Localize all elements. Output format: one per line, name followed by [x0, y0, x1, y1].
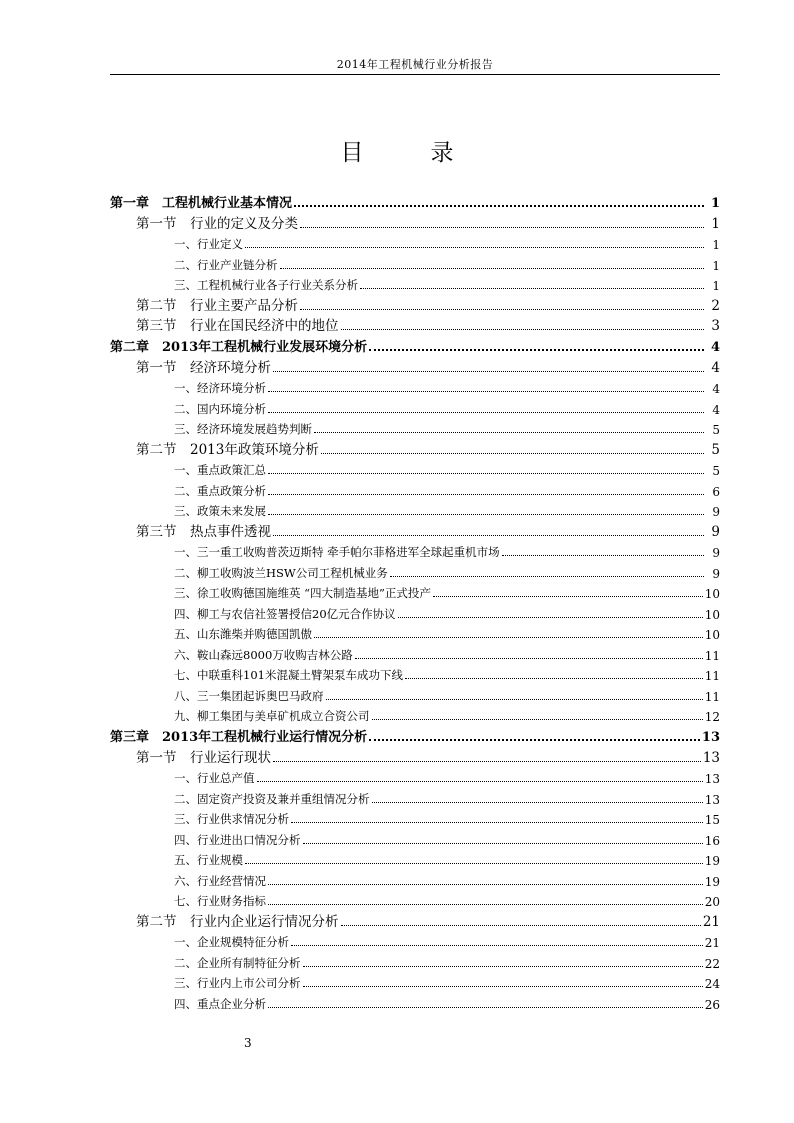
toc-entry[interactable] [110, 909, 720, 930]
toc-entry-page: 2 [711, 297, 720, 314]
toc-entry[interactable] [110, 930, 720, 951]
dot-leader [280, 268, 705, 269]
dot-leader [355, 658, 703, 659]
toc-entry-label: 第二节 2013年政策环境分析 [136, 441, 319, 458]
toc-entry[interactable] [110, 437, 720, 458]
toc-entry-page: 1 [712, 279, 720, 293]
dot-leader [245, 247, 704, 248]
toc-entry-label: 三、经济环境发展趋势判断 [174, 422, 312, 436]
toc-entry[interactable] [110, 786, 720, 807]
dot-leader [268, 391, 704, 392]
dot-leader [326, 699, 703, 700]
toc-entry[interactable] [110, 499, 720, 520]
dot-leader [294, 205, 704, 207]
dot-leader [291, 822, 703, 823]
toc-entry-label: 七、中联重科101米混凝土臂架泵车成功下线 [174, 668, 403, 682]
toc-entry-label: 第二节 行业内企业运行情况分析 [136, 913, 339, 930]
dot-leader [341, 329, 705, 330]
dot-leader [273, 535, 704, 536]
toc-entry-page: 1 [710, 196, 720, 211]
toc-entry[interactable] [110, 478, 720, 499]
toc-entry-label: 第一节 经济环境分析 [136, 359, 271, 376]
toc-entry-label: 三、行业供求情况分析 [174, 812, 289, 826]
toc-entry-label: 二、国内环境分析 [174, 401, 266, 416]
toc-entry-page: 4 [712, 402, 720, 417]
toc-entry-page: 22 [704, 956, 720, 971]
toc-entry-label: 三、工程机械行业各子行业关系分析 [174, 278, 358, 292]
dot-leader [268, 1007, 703, 1008]
toc-entry[interactable] [110, 314, 720, 335]
table-of-contents [110, 190, 720, 1012]
dot-leader [268, 514, 704, 515]
dot-leader [303, 966, 703, 967]
toc-entry-page: 3 [711, 318, 720, 334]
toc-entry-label: 二、固定资产投资及兼并重组情况分析 [174, 791, 370, 806]
toc-entry-page: 10 [704, 587, 720, 601]
toc-entry-page: 1 [712, 238, 720, 252]
page-title: 目 录 [340, 140, 476, 166]
toc-entry-label: 九、柳工集团与美卓矿机成立合资公司 [174, 709, 370, 723]
dot-leader [303, 986, 703, 987]
toc-entry[interactable] [110, 376, 720, 397]
toc-entry[interactable] [110, 848, 720, 869]
dot-leader [372, 719, 703, 720]
toc-entry-page: 5 [712, 464, 720, 478]
toc-entry-page: 5 [712, 423, 720, 437]
toc-entry-page: 9 [712, 505, 720, 519]
dot-leader [300, 309, 704, 310]
toc-entry-label: 第三节 热点事件透视 [136, 523, 271, 540]
toc-entry-page: 13 [704, 792, 720, 807]
dot-leader [268, 473, 704, 474]
dot-leader [321, 453, 704, 454]
toc-entry-page: 1 [712, 258, 720, 273]
toc-entry-label: 五、山东潍柴并购德国凯傲 [174, 627, 312, 641]
header-rule [110, 74, 720, 75]
toc-entry-page: 10 [704, 628, 720, 642]
dot-leader [273, 761, 701, 762]
toc-entry[interactable] [110, 273, 720, 294]
toc-entry-page: 13 [702, 749, 720, 766]
toc-entry-page: 13 [704, 772, 720, 786]
toc-entry[interactable] [110, 211, 720, 232]
toc-entry[interactable] [110, 683, 720, 704]
dot-leader [268, 412, 704, 413]
toc-entry-label: 一、企业规模特征分析 [174, 935, 289, 949]
toc-entry-label: 六、行业经营情况 [174, 873, 266, 888]
running-header: 2014年工程机械行业分析报告 [336, 58, 494, 71]
toc-entry-label: 第二章 2013年工程机械行业发展环境分析 [110, 340, 368, 355]
toc-entry-page: 16 [704, 833, 720, 848]
toc-entry-page: 9 [712, 566, 720, 581]
toc-entry-page: 26 [704, 997, 720, 1012]
dot-leader [369, 349, 704, 351]
toc-entry[interactable] [110, 252, 720, 273]
toc-entry[interactable] [110, 663, 720, 684]
toc-entry-page: 9 [711, 523, 720, 540]
dot-leader [369, 739, 700, 741]
toc-entry[interactable] [110, 232, 720, 253]
dot-leader [268, 884, 703, 885]
dot-leader [268, 904, 703, 905]
dot-leader [273, 371, 704, 372]
toc-entry-label: 四、重点企业分析 [174, 996, 266, 1011]
toc-entry-page: 4 [712, 382, 720, 396]
page-number: 3 [244, 1036, 252, 1050]
toc-entry[interactable] [110, 827, 720, 848]
toc-entry[interactable] [110, 540, 720, 561]
dot-leader [300, 227, 704, 228]
dot-leader [314, 432, 704, 433]
toc-entry-page: 4 [711, 359, 720, 376]
toc-entry[interactable] [110, 704, 720, 725]
dot-leader [341, 925, 701, 926]
toc-entry[interactable] [110, 417, 720, 438]
dot-leader [291, 945, 703, 946]
toc-entry-label: 二、柳工收购波兰HSW公司工程机械业务 [174, 565, 388, 580]
toc-entry-page: 1 [711, 215, 720, 232]
toc-entry-page: 13 [701, 730, 720, 745]
toc-entry-label: 一、行业总产值 [174, 771, 255, 785]
toc-entry-label: 第一节 行业的定义及分类 [136, 215, 298, 232]
toc-entry-label: 二、企业所有制特征分析 [174, 955, 301, 970]
toc-entry[interactable] [110, 991, 720, 1012]
dot-leader [303, 843, 703, 844]
toc-entry-label: 七、行业财务指标 [174, 894, 266, 908]
toc-entry-label: 四、柳工与农信社签署授信20亿元合作协议 [174, 606, 396, 621]
dot-leader [245, 863, 703, 864]
toc-entry-page: 19 [704, 854, 720, 868]
dot-leader [502, 555, 704, 556]
dot-leader [398, 617, 703, 618]
toc-entry[interactable] [110, 950, 720, 971]
toc-entry[interactable] [110, 519, 720, 540]
toc-entry-label: 第二节 行业主要产品分析 [136, 297, 298, 314]
toc-entry[interactable] [110, 601, 720, 622]
toc-entry-label: 一、行业定义 [174, 237, 243, 251]
toc-entry-label: 第三节 行业在国民经济中的地位 [136, 318, 339, 334]
toc-entry-page: 11 [704, 648, 720, 663]
dot-leader [433, 596, 703, 597]
toc-entry[interactable] [110, 581, 720, 602]
toc-entry-page: 11 [704, 689, 720, 704]
toc-entry[interactable] [110, 807, 720, 828]
toc-entry-page: 21 [702, 913, 720, 930]
toc-entry-label: 一、重点政策汇总 [174, 463, 266, 477]
toc-entry-page: 6 [712, 484, 720, 499]
toc-entry[interactable] [110, 355, 720, 376]
toc-entry[interactable] [110, 622, 720, 643]
dot-leader [314, 637, 703, 638]
toc-entry-page: 11 [704, 669, 720, 683]
toc-entry[interactable] [110, 889, 720, 910]
toc-entry-label: 一、经济环境分析 [174, 381, 266, 395]
toc-entry-page: 9 [712, 546, 720, 560]
toc-entry-page: 24 [704, 977, 720, 991]
toc-entry[interactable] [110, 766, 720, 787]
toc-entry-label: 八、三一集团起诉奥巴马政府 [174, 688, 324, 703]
toc-entry-label: 五、行业规模 [174, 853, 243, 867]
toc-entry-label: 二、重点政策分析 [174, 483, 266, 498]
dot-leader [268, 494, 704, 495]
toc-entry[interactable] [110, 724, 720, 745]
toc-entry-label: 一、三一重工收购普茨迈斯特 牵手帕尔菲格进军全球起重机市场 [174, 545, 500, 559]
toc-entry-page: 5 [711, 441, 720, 458]
dot-leader [360, 288, 704, 289]
dot-leader [257, 781, 703, 782]
toc-entry[interactable] [110, 560, 720, 581]
toc-entry[interactable] [110, 334, 720, 355]
toc-entry-label: 第三章 2013年工程机械行业运行情况分析 [110, 730, 368, 745]
toc-entry-label: 第一章 工程机械行业基本情况 [110, 196, 293, 211]
toc-entry-page: 4 [710, 340, 720, 355]
dot-leader [405, 678, 703, 679]
toc-entry[interactable] [110, 745, 720, 766]
toc-entry-label: 六、鞍山森远8000万收购吉林公路 [174, 647, 353, 662]
toc-entry-page: 10 [704, 607, 720, 622]
toc-entry-page: 15 [704, 813, 720, 827]
dot-leader [372, 802, 703, 803]
toc-entry-label: 三、徐工收购德国施维英 “四大制造基地”正式投产 [174, 586, 431, 600]
toc-entry-label: 二、行业产业链分析 [174, 257, 278, 272]
toc-entry[interactable] [110, 868, 720, 889]
toc-entry[interactable] [110, 971, 720, 992]
toc-entry[interactable] [110, 458, 720, 479]
toc-entry-page: 19 [704, 874, 720, 889]
toc-entry[interactable] [110, 190, 720, 211]
toc-entry-label: 三、行业内上市公司分析 [174, 976, 301, 990]
toc-entry[interactable] [110, 642, 720, 663]
toc-entry-page: 20 [704, 895, 720, 909]
toc-entry-page: 12 [704, 710, 720, 724]
toc-entry[interactable] [110, 293, 720, 314]
toc-entry-label: 四、行业进出口情况分析 [174, 832, 301, 847]
toc-entry-label: 第一节 行业运行现状 [136, 749, 271, 766]
toc-entry-page: 21 [704, 936, 720, 950]
toc-entry-label: 三、政策未来发展 [174, 504, 266, 518]
dot-leader [390, 576, 704, 577]
toc-entry[interactable] [110, 396, 720, 417]
